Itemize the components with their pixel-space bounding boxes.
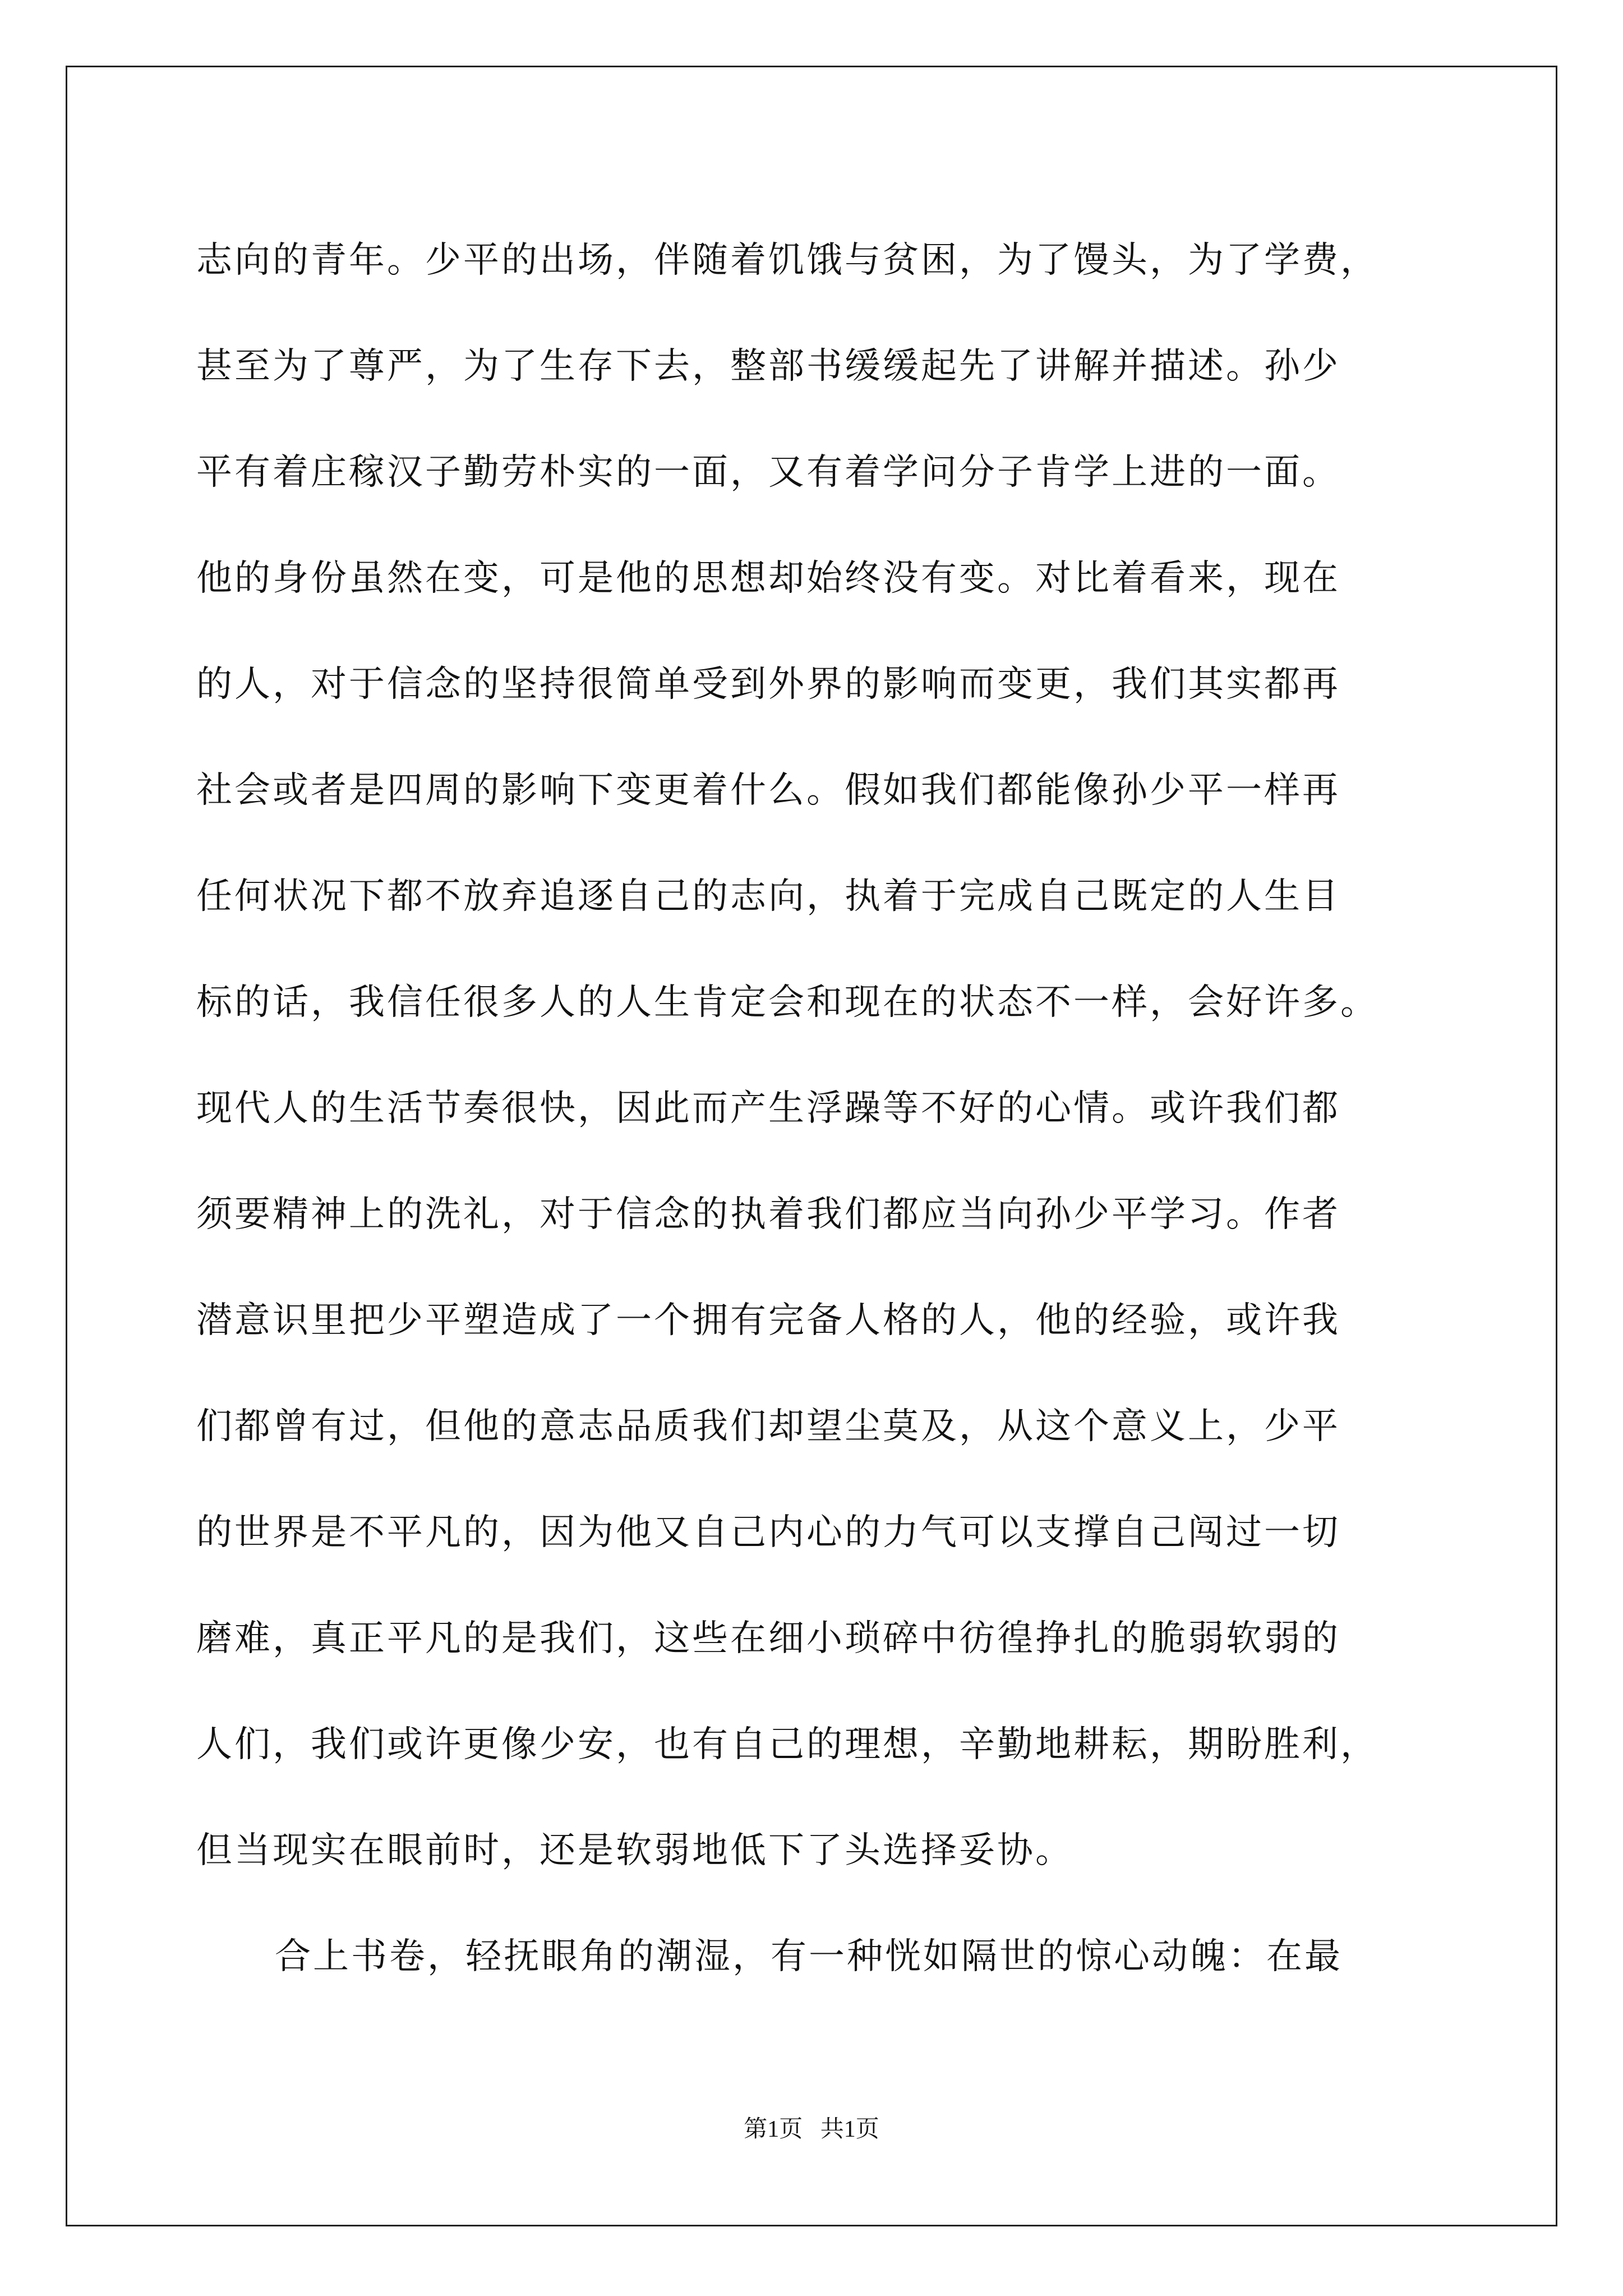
text-line: 社会或者是四周的影响下变更着什么。假如我们都能像孙少平一样再 [196, 770, 1340, 811]
text-line: 人们，我们或许更像少安，也有自己的理想，辛勤地耕耘，期盼胜利， [196, 1724, 1378, 1765]
text-line: 现代人的生活节奏很快，因此而产生浮躁等不好的心情。或许我们都 [196, 1088, 1340, 1129]
text-line: 但当现实在眼前时，还是软弱地低下了头选择妥协。 [196, 1830, 1073, 1871]
text-line: 磨难，真正平凡的是我们，这些在细小琐碎中彷徨挣扎的脆弱软弱的 [196, 1618, 1340, 1659]
text-line: 志向的青年。少平的出场，伴随着饥饿与贫困，为了馒头，为了学费， [196, 240, 1378, 281]
text-line: 潜意识里把少平塑造成了一个拥有完备人格的人，他的经验，或许我 [196, 1300, 1340, 1341]
text-line: 们都曾有过，但他的意志品质我们却望尘莫及，从这个意义上，少平 [196, 1406, 1340, 1447]
text-line: 的世界是不平凡的，因为他又自己内心的力气可以支撑自己闯过一切 [196, 1512, 1340, 1553]
page-footer: 第1页 共1页 [744, 2116, 879, 2142]
text-line: 他的身份虽然在变，可是他的思想却始终没有变。对比着看来，现在 [196, 558, 1340, 599]
text-line: 须要精神上的洗礼，对于信念的执着我们都应当向孙少平学习。作者 [196, 1194, 1340, 1235]
text-line: 任何状况下都不放弃追逐自己的志向，执着于完成自己既定的人生目 [196, 876, 1340, 917]
text-line: 的人，对于信念的坚持很简单受到外界的影响而变更，我们其实都再 [196, 664, 1340, 705]
document-body [196, 208, 1430, 2010]
paragraph-start-line: 合上书卷，轻抚眼角的潮湿，有一种恍如隔世的惊心动魄：在最 [275, 1936, 1343, 1977]
text-line: 标的话，我信任很多人的人生肯定会和现在的状态不一样，会好许多。 [196, 982, 1378, 1023]
text-line: 平有着庄稼汉子勤劳朴实的一面，又有着学问分子肯学上进的一面。 [196, 452, 1340, 493]
text-line: 甚至为了尊严，为了生存下去，整部书缓缓起先了讲解并描述。孙少 [196, 346, 1340, 387]
